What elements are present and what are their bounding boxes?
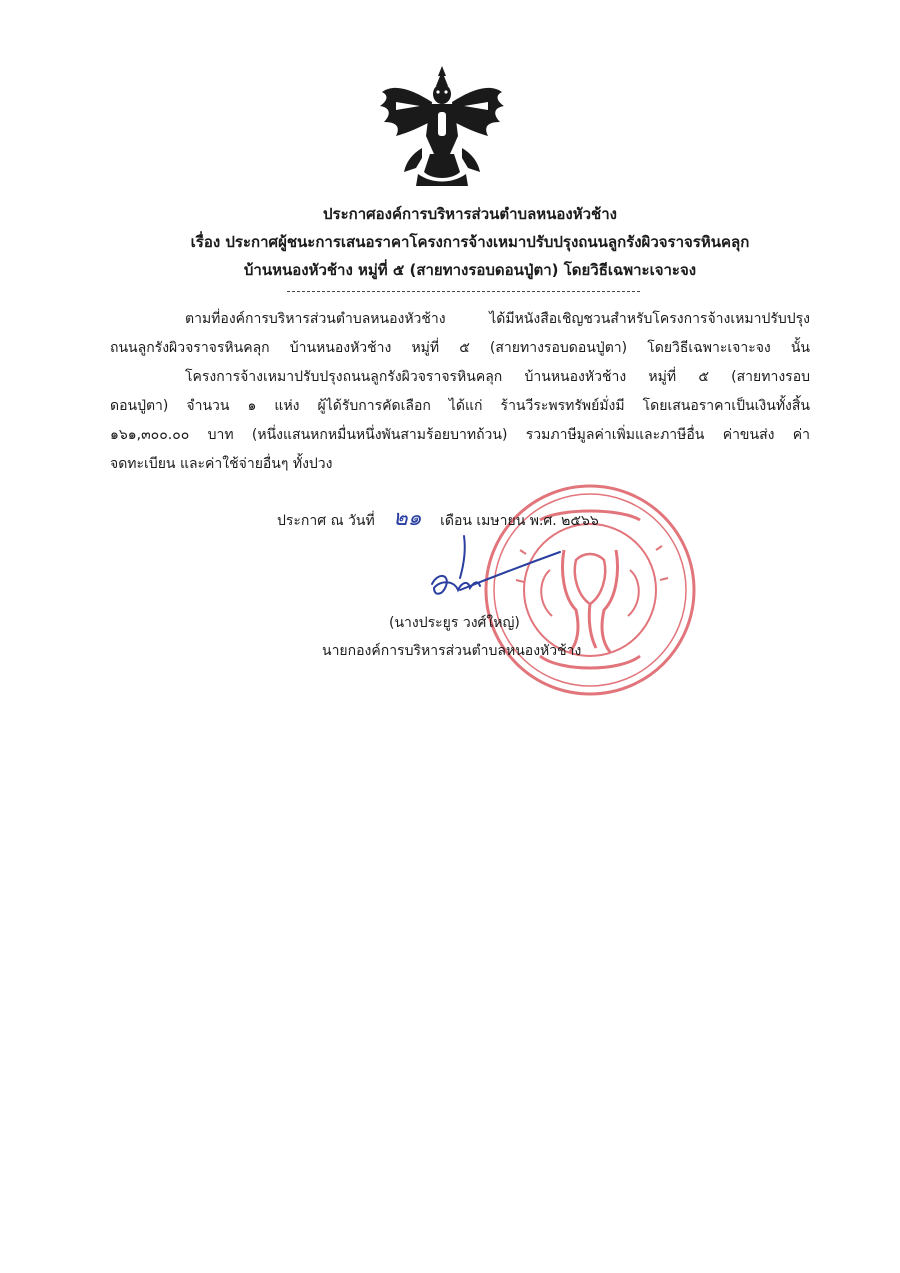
announcement-prefix: ประกาศ ณ วันที่ (277, 513, 375, 529)
paragraph-2-line-3: ๑๖๑,๓๐๐.๐๐ บาท (หนึ่งแสนหกหมื่นหนึ่งพันสามร้อยบาทถ้วน) รวมภาษีมูลค่าเพิ่มและภาษีอื่น ค่าขนส่ง ค่า (110, 427, 810, 443)
title-line-3: บ้านหนองหัวช้าง หมู่ที่ ๕ (สายทางรอบดอนปู่ตา) โดยวิธีเฉพาะเจาะจง (243, 261, 697, 279)
paragraph-2-line-2: ดอนปู่ตา) จำนวน ๑ แห่ง ผู้ได้รับการคัดเลือก ได้แก่ ร้านวีระพรทรัพย์มั่งมี โดยเสนอราคาเป็นเงินทั้งสิ้น (110, 398, 810, 414)
document-body (110, 305, 810, 479)
handwritten-signature (420, 530, 570, 610)
signer-title: นายกองค์การบริหารส่วนตำบลหนองหัวช้าง (322, 643, 582, 659)
announcement-day: ๒๑ (393, 506, 422, 531)
paragraph-1-line-1: ตามที่องค์การบริหารส่วนตำบลหนองหัวช้าง ได้มีหนังสือเชิญชวนสำหรับโครงการจ้างเหมาปรับปรุง (185, 311, 810, 327)
title-divider (287, 291, 640, 292)
title-line-1: ประกาศองค์การบริหารส่วนตำบลหนองหัวช้าง (323, 205, 617, 223)
signer-name: (นางประยูร วงศ์ใหญ่) (389, 615, 520, 631)
title-line-2: เรื่อง ประกาศผู้ชนะการเสนอราคาโครงการจ้างเหมาปรับปรุงถนนลูกรังผิวจราจรหินคลุก (190, 233, 750, 251)
paragraph-2-line-1: โครงการจ้างเหมาปรับปรุงถนนลูกรังผิวจราจรหินคลุก บ้านหนองหัวช้าง หมู่ที่ ๕ (สายทางรอบ (185, 369, 810, 385)
paragraph-1-line-2: ถนนลูกรังผิวจราจรหินคลุก บ้านหนองหัวช้าง หมู่ที่ ๕ (สายทางรอบดอนปู่ตา) โดยวิธีเฉพาะเจาะจง นั้น (110, 340, 810, 356)
announcement-month-year: เดือน เมษายน พ.ศ. ๒๕๖๖ (440, 513, 599, 529)
paragraph-2-line-4: จดทะเบียน และค่าใช้จ่ายอื่นๆ ทั้งปวง (110, 456, 333, 472)
garuda-emblem-icon (376, 62, 508, 194)
document-title (100, 200, 840, 284)
